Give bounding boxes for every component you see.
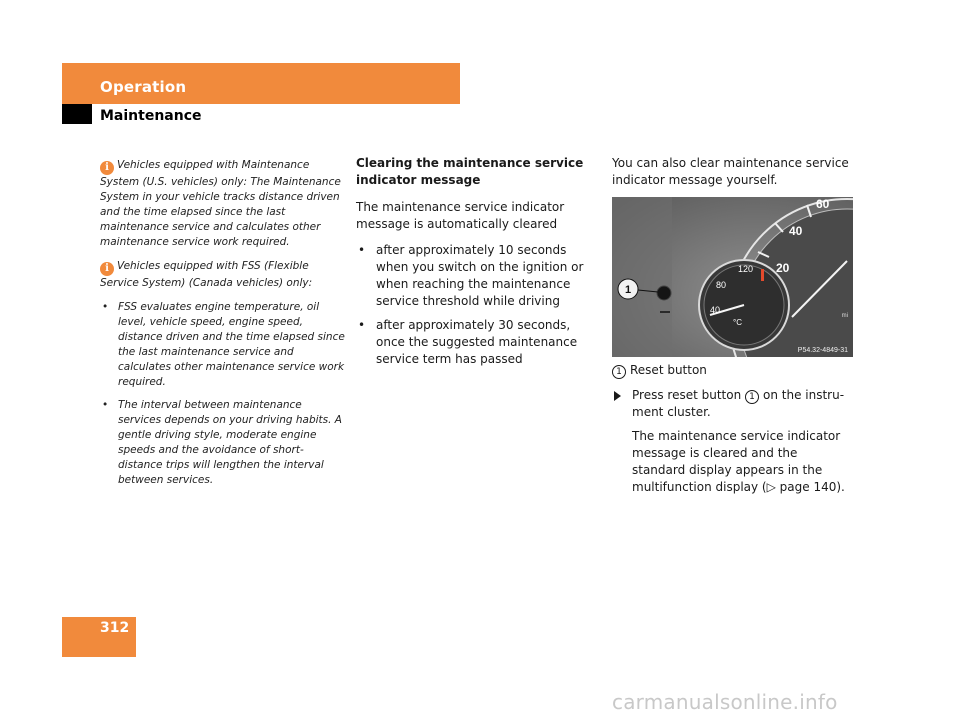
- gauge-label: 80: [716, 280, 727, 290]
- gauge-label: 20: [776, 261, 790, 275]
- legend-text: Reset button: [630, 363, 707, 377]
- gauge-label: 120: [738, 264, 754, 274]
- photo-code: P54.32-4849-31: [797, 347, 848, 354]
- gauge-label: 40: [789, 224, 803, 238]
- clearing-bullets: [356, 242, 596, 368]
- section-title: Maintenance: [100, 108, 202, 124]
- step-number: 1: [745, 390, 759, 404]
- photo-legend: [612, 362, 707, 379]
- clearing-intro: The maintenance service indicator message is automatically cleared: [356, 200, 565, 231]
- reset-step: [612, 387, 854, 421]
- list-item: • after approximately 10 seconds when you switch on the ignition or when reaching the maintenance service threshold while driving: [356, 242, 596, 310]
- result-text: [632, 428, 854, 496]
- gauge-label: °C: [733, 318, 742, 327]
- gauge-label: 40: [710, 305, 721, 315]
- section-marker: [62, 104, 92, 124]
- instrument-cluster-photo: [612, 197, 853, 357]
- fss-bullets: [100, 300, 345, 488]
- list-item: • The interval between maintenance services depends on your driving habits. A gentle driving style, moderate engine speeds and the avoidance of short-distance trips will lengthen the interval between services.: [100, 398, 345, 488]
- info-icon: i: [100, 262, 114, 276]
- instrument-cluster-illustration: [612, 197, 853, 357]
- clearing-heading: Clearing the maintenance service indicator message: [356, 156, 584, 187]
- note2-text: Vehicles equipped with FSS (Flexible Service System) (Canada vehicles) only:: [100, 260, 313, 289]
- list-item: • FSS evaluates engine temperature, oil level, vehicle speed, engine speed, distance driven and the time elapsed since the last maintenance service and calculates other maintenance service work required.: [100, 300, 345, 390]
- page-number: 312: [100, 620, 130, 636]
- chapter-title: Operation: [100, 78, 187, 96]
- svg-text:mi: mi: [841, 313, 848, 319]
- legend-number: 1: [612, 365, 626, 379]
- manual-clear-intro: [612, 155, 854, 189]
- arrow-icon: [614, 391, 621, 401]
- clearing-section: [356, 155, 596, 375]
- info-notes: [100, 158, 345, 496]
- step-prefix: Press reset button: [632, 388, 742, 402]
- result-body: The maintenance service indicator message is cleared and the standard display appears in the multifunction display (: [632, 429, 841, 494]
- step-text: [612, 387, 854, 421]
- note-fss: [100, 259, 345, 291]
- note1-text: Vehicles equipped with Maintenance System (U.S. vehicles) only: The Maintenance System in your vehicle tracks distance driven and the time elapsed since the last maintenance service and calculates other maintenance service work required.: [100, 159, 341, 248]
- gauge-label: 60: [816, 197, 830, 211]
- note-maintenance-system: [100, 158, 345, 250]
- watermark: carmanualsonline.info: [612, 690, 838, 714]
- photo-callout-number: 1: [624, 284, 632, 296]
- step-suffix: on the instru-ment cluster.: [632, 388, 845, 419]
- manual-clear-text: You can also clear maintenance service indicator message yourself.: [612, 156, 849, 187]
- page-reference-link[interactable]: ▷ page 140).: [766, 480, 845, 494]
- info-icon: i: [100, 161, 114, 175]
- list-item: • after approximately 30 seconds, once the suggested maintenance service term has passed: [356, 317, 596, 368]
